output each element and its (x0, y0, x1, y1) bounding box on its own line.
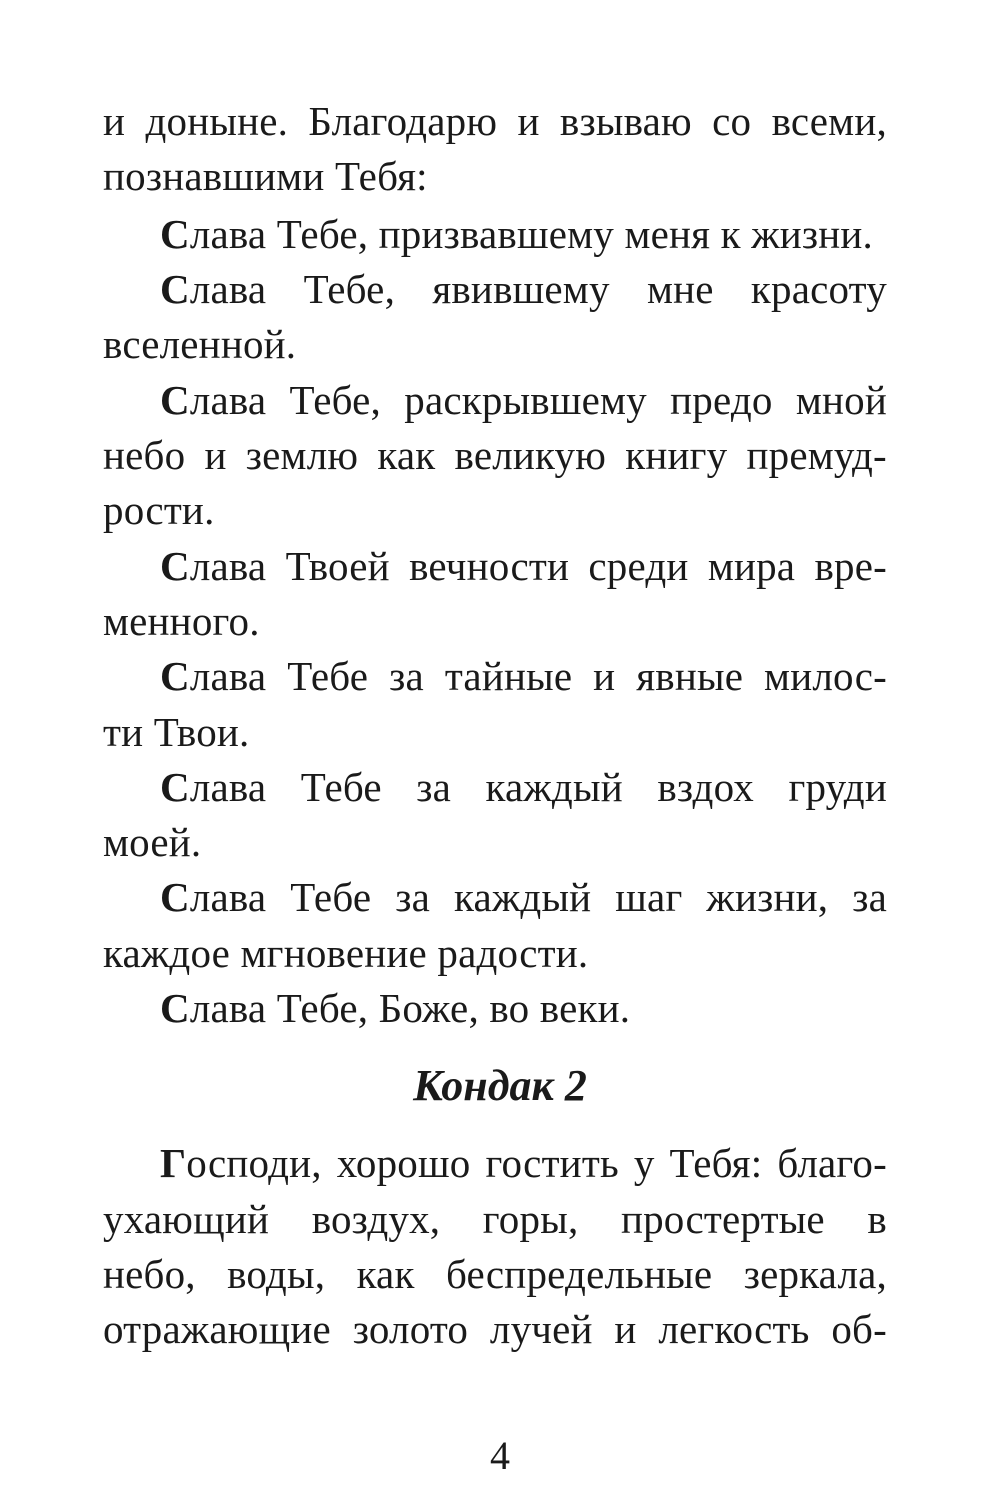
body-line: вселенной. (103, 321, 297, 367)
word: мне (646, 266, 714, 312)
word: шаг (615, 874, 683, 920)
body-line: моей. (103, 819, 202, 865)
word: воды, (227, 1251, 326, 1297)
word: явные (636, 653, 744, 699)
word: за (389, 653, 424, 699)
body-line (103, 1305, 887, 1353)
word: великую (454, 432, 607, 478)
body-line: познавшими Тебя: (103, 153, 428, 199)
word: Тебя: (669, 1140, 763, 1186)
word: книгу (625, 432, 728, 478)
word: хорошо (336, 1140, 471, 1186)
word: землю (245, 432, 359, 478)
slava-line (160, 763, 887, 811)
word: у (633, 1140, 655, 1186)
body-line: каждое мгновение радости. (103, 930, 589, 976)
word: Слава (160, 653, 267, 699)
word: красоту (750, 266, 887, 312)
word: за (416, 764, 452, 810)
word: Слава (160, 377, 267, 423)
word: небо (103, 432, 186, 478)
word: Слава (160, 266, 267, 312)
word: Слава (160, 543, 267, 589)
slava-line (160, 376, 887, 424)
word: Тебе, (303, 266, 396, 312)
word: Тебе (290, 874, 372, 920)
word: вре- (814, 543, 887, 589)
word: явившему (432, 266, 610, 312)
word: за (852, 874, 887, 920)
body-line (103, 431, 887, 479)
word: Слава (160, 764, 267, 810)
word: среди (588, 543, 689, 589)
word: раскрывшему (404, 377, 647, 423)
word: и (593, 653, 616, 699)
word: небо, (103, 1251, 196, 1297)
word: горы, (482, 1196, 579, 1242)
word: и (517, 98, 540, 144)
slava-line (160, 542, 887, 590)
word: Слава (160, 874, 267, 920)
word: Твоей (285, 543, 390, 589)
slava-line (160, 652, 887, 700)
word: Тебе (300, 764, 382, 810)
word: Господи, (160, 1140, 322, 1186)
slava-line (160, 873, 887, 921)
body-line (103, 1195, 887, 1243)
word: премуд- (746, 432, 887, 478)
word: отражающие (103, 1306, 331, 1352)
word: Тебе (287, 653, 369, 699)
word: золото (352, 1306, 469, 1352)
body-line: ти Твои. (103, 709, 250, 755)
word: Тебе, (289, 377, 381, 423)
word: всеми, (771, 98, 887, 144)
word: милос- (764, 653, 887, 699)
word: зеркала, (743, 1251, 887, 1297)
word: в (867, 1196, 887, 1242)
slava-line: Слава Тебе, Боже, во веки. (160, 985, 631, 1031)
body-line (103, 1250, 887, 1298)
slava-line: Слава Тебе, призвавшему меня к жизни. (160, 211, 874, 257)
word: тайные (444, 653, 573, 699)
word: и (204, 432, 227, 478)
body-line (103, 97, 887, 145)
word: предо (670, 377, 773, 423)
kondak-line (160, 1139, 887, 1187)
word: благо- (777, 1140, 887, 1186)
word: вздох (657, 764, 754, 810)
word: взываю (559, 98, 692, 144)
body-line: менного. (103, 598, 260, 644)
word: за (395, 874, 430, 920)
section-heading: Кондак 2 (413, 1061, 587, 1110)
word: как (377, 432, 436, 478)
word: груди (788, 764, 887, 810)
word: мира (707, 543, 796, 589)
word: лучей (489, 1306, 593, 1352)
word: беспредельные (445, 1251, 713, 1297)
slava-line (160, 265, 887, 313)
word: ухающий (103, 1196, 270, 1242)
word: легкость (658, 1306, 810, 1352)
body-line: рости. (103, 487, 215, 533)
word: жизни, (706, 874, 829, 920)
word: об- (831, 1306, 887, 1352)
word: Благодарю (308, 98, 498, 144)
word: со (712, 98, 752, 144)
word: простертые (620, 1196, 825, 1242)
word: каждый (453, 874, 592, 920)
word: и (103, 98, 126, 144)
word: доныне. (145, 98, 289, 144)
word: и (614, 1306, 637, 1352)
word: мной (795, 377, 887, 423)
word: каждый (485, 764, 623, 810)
page-number: 4 (490, 1433, 510, 1478)
word: воздух, (311, 1196, 441, 1242)
word: вечности (409, 543, 570, 589)
word: гостить (485, 1140, 619, 1186)
word: как (356, 1251, 415, 1297)
